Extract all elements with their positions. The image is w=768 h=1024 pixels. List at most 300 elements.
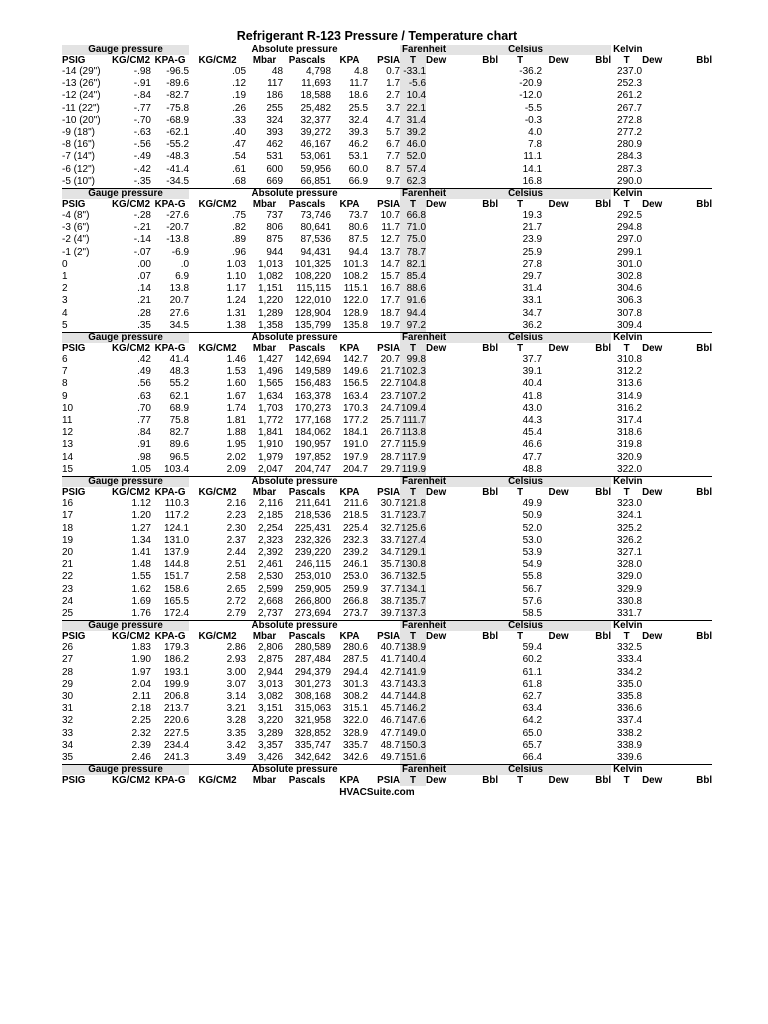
column-header-c-t: T bbox=[517, 55, 524, 66]
fahrenheit-header: Farenheit bbox=[400, 45, 498, 55]
psig-cell: 28 bbox=[62, 666, 74, 678]
fahrenheit-bbl-cell bbox=[460, 403, 498, 415]
psia-cell: 20.7 bbox=[380, 354, 401, 366]
kgcm2-gauge-cell: .49 bbox=[137, 366, 151, 378]
celsius-bbl-cell bbox=[575, 222, 611, 234]
kpa-cell: 135.8 bbox=[343, 319, 369, 331]
fahrenheit-bbl-cell bbox=[460, 176, 498, 189]
kgcm2-gauge-cell: .84 bbox=[137, 427, 151, 439]
column-header-row bbox=[62, 343, 712, 354]
column-header-c-dew: Dew bbox=[548, 631, 569, 643]
psia-cell: 22.7 bbox=[380, 378, 401, 390]
table-row bbox=[62, 354, 712, 366]
table-row bbox=[62, 427, 712, 439]
pascals-cell: 342,642 bbox=[294, 751, 332, 763]
kgcm2-abs-cell: 1.67 bbox=[226, 390, 247, 402]
kelvin-t-cell: 326.2 bbox=[617, 534, 643, 546]
celsius-t-cell: 34.7 bbox=[522, 307, 543, 319]
fahrenheit-dew-cell bbox=[426, 691, 460, 703]
column-header-kgcm2: KG/CM2 bbox=[111, 55, 151, 66]
pascals-cell: 246,115 bbox=[295, 559, 332, 571]
psia-cell: 42.7 bbox=[380, 666, 401, 678]
celsius-dew-cell bbox=[542, 535, 575, 547]
mbar-cell: 2,875 bbox=[258, 654, 284, 666]
fahrenheit-bbl-cell bbox=[460, 78, 498, 90]
mbar-cell: 3,426 bbox=[258, 751, 284, 763]
column-header-c-dew: Dew bbox=[548, 55, 569, 66]
kelvin-bbl-cell bbox=[675, 234, 712, 246]
column-header-c-bbl: Bbl bbox=[595, 775, 612, 787]
fahrenheit-t-cell: 104.8 bbox=[401, 378, 427, 390]
column-header-mbar: Mbar bbox=[252, 631, 277, 643]
footer-credit: HVACSuite.com bbox=[339, 787, 415, 799]
kelvin-t-cell: 284.3 bbox=[617, 151, 643, 163]
fahrenheit-t-cell: 121.8 bbox=[401, 498, 427, 510]
column-header-pascals: Pascals bbox=[288, 487, 326, 499]
mbar-cell: 2,185 bbox=[258, 510, 284, 522]
mbar-cell: 3,357 bbox=[258, 739, 284, 751]
kgcm2-abs-cell: .61 bbox=[232, 163, 247, 175]
fahrenheit-t-cell: 31.4 bbox=[400, 115, 426, 127]
kelvin-dew-cell bbox=[642, 752, 675, 765]
kpa-gauge-cell: 124.1 bbox=[164, 522, 190, 534]
kelvin-t-cell: 280.9 bbox=[617, 139, 643, 151]
kelvin-header: Kelvin bbox=[611, 621, 712, 632]
kelvin-bbl-cell bbox=[675, 151, 712, 163]
celsius-t-cell: 65.7 bbox=[522, 739, 543, 751]
fahrenheit-bbl-cell bbox=[460, 547, 498, 559]
fahrenheit-dew-cell bbox=[426, 391, 460, 403]
column-header-c-t: T bbox=[517, 199, 524, 211]
fahrenheit-dew-cell bbox=[426, 415, 460, 427]
psia-cell: 44.7 bbox=[380, 690, 401, 702]
kgcm2-abs-cell: 3.42 bbox=[226, 739, 247, 751]
celsius-header: Celsius bbox=[498, 621, 611, 632]
celsius-dew-cell bbox=[542, 452, 575, 464]
mbar-cell: 2,047 bbox=[258, 463, 284, 475]
kgcm2-abs-cell: .96 bbox=[232, 246, 247, 258]
fahrenheit-dew-cell bbox=[426, 667, 460, 679]
celsius-bbl-cell bbox=[575, 728, 611, 740]
kgcm2-gauge-cell: -.35 bbox=[133, 175, 151, 187]
column-header-f-t: T bbox=[400, 199, 426, 210]
celsius-dew-cell bbox=[542, 679, 575, 691]
kpa-cell: 11.7 bbox=[349, 78, 369, 90]
kelvin-bbl-cell bbox=[675, 354, 712, 366]
kelvin-dew-cell bbox=[642, 78, 675, 90]
fahrenheit-dew-cell bbox=[426, 740, 460, 752]
fahrenheit-t-cell: 141.9 bbox=[401, 666, 427, 678]
mbar-cell: 48 bbox=[271, 66, 284, 77]
kelvin-bbl-cell bbox=[675, 271, 712, 283]
kelvin-bbl-cell bbox=[675, 596, 712, 608]
kpa-gauge-cell: 89.6 bbox=[169, 439, 190, 451]
kgcm2-abs-cell: 2.65 bbox=[226, 583, 247, 595]
celsius-dew-cell bbox=[542, 391, 575, 403]
kgcm2-gauge-cell: 1.34 bbox=[131, 534, 151, 546]
pascals-cell: 73,746 bbox=[300, 210, 332, 222]
column-header-row bbox=[62, 199, 712, 210]
fahrenheit-t-cell: 140.4 bbox=[401, 654, 427, 666]
fahrenheit-bbl-cell bbox=[460, 679, 498, 691]
kelvin-t-cell: 319.8 bbox=[617, 439, 643, 451]
group-header-row bbox=[62, 45, 712, 55]
mbar-cell: 2,599 bbox=[258, 583, 284, 595]
column-header-c-t: T bbox=[517, 775, 524, 787]
table-body bbox=[62, 45, 712, 786]
column-header-c-t: T bbox=[517, 487, 524, 499]
kelvin-bbl-cell bbox=[675, 452, 712, 464]
fahrenheit-bbl-cell bbox=[460, 523, 498, 535]
fahrenheit-bbl-cell bbox=[460, 151, 498, 163]
kpa-gauge-cell: 151.7 bbox=[164, 571, 190, 583]
fahrenheit-bbl-cell bbox=[460, 210, 498, 222]
kpa-gauge-cell: 13.8 bbox=[169, 283, 190, 295]
kelvin-t-cell: 331.7 bbox=[617, 607, 643, 619]
kgcm2-abs-cell: 3.07 bbox=[226, 678, 247, 690]
kpa-cell: 266.8 bbox=[343, 595, 369, 607]
kgcm2-abs-cell: 1.74 bbox=[226, 402, 247, 414]
column-header-f-t: T bbox=[400, 631, 426, 642]
kgcm2-abs-cell: 1.53 bbox=[226, 366, 247, 378]
kpa-cell: 94.4 bbox=[348, 246, 369, 258]
psig-cell: 29 bbox=[62, 678, 74, 690]
kpa-cell: 66.9 bbox=[348, 175, 369, 187]
table-row bbox=[62, 234, 712, 246]
kgcm2-abs-cell: 2.72 bbox=[226, 595, 247, 607]
column-header-kpag: KPA-G bbox=[154, 343, 186, 355]
psig-cell: 35 bbox=[62, 751, 74, 763]
column-header-pascals: Pascals bbox=[288, 199, 326, 211]
celsius-t-cell: 53.9 bbox=[522, 546, 543, 558]
fahrenheit-dew-cell bbox=[426, 151, 460, 163]
psig-cell: 12 bbox=[62, 427, 74, 439]
fahrenheit-bbl-cell bbox=[460, 510, 498, 522]
mbar-cell: 1,772 bbox=[258, 415, 284, 427]
fahrenheit-t-cell: 107.2 bbox=[401, 390, 427, 402]
celsius-dew-cell bbox=[542, 259, 575, 271]
celsius-dew-cell bbox=[542, 320, 575, 333]
fahrenheit-bbl-cell bbox=[460, 415, 498, 427]
column-header-mbar: Mbar bbox=[252, 199, 277, 211]
table-row bbox=[62, 715, 712, 727]
kelvin-dew-cell bbox=[642, 427, 675, 439]
kgcm2-abs-cell: 1.24 bbox=[226, 295, 247, 307]
column-header-c-t: T bbox=[517, 343, 524, 355]
kelvin-t-cell: 267.7 bbox=[617, 102, 643, 114]
celsius-header: Celsius bbox=[498, 333, 611, 344]
kgcm2-abs-cell: 3.14 bbox=[226, 690, 247, 702]
celsius-t-cell: 60.2 bbox=[522, 654, 543, 666]
celsius-t-cell: 39.1 bbox=[522, 366, 543, 378]
kelvin-t-cell: 304.6 bbox=[617, 283, 643, 295]
celsius-dew-cell bbox=[542, 427, 575, 439]
fahrenheit-t-cell: 143.3 bbox=[401, 678, 427, 690]
pascals-cell: 66,851 bbox=[300, 175, 332, 187]
table-row bbox=[62, 415, 712, 427]
fahrenheit-bbl-cell bbox=[460, 222, 498, 234]
kelvin-dew-cell bbox=[642, 176, 675, 189]
kpa-cell: 39.3 bbox=[348, 127, 369, 139]
celsius-bbl-cell bbox=[575, 164, 611, 176]
celsius-t-cell: 19.3 bbox=[522, 210, 543, 222]
pascals-cell: 218,536 bbox=[294, 510, 332, 522]
celsius-dew-cell bbox=[542, 703, 575, 715]
celsius-dew-cell bbox=[542, 222, 575, 234]
column-header-pascals: Pascals bbox=[288, 775, 326, 787]
celsius-bbl-cell bbox=[575, 320, 611, 333]
celsius-t-cell: -20.9 bbox=[519, 78, 543, 90]
pascals-cell: 142,694 bbox=[294, 354, 332, 366]
kgcm2-abs-cell: 3.00 bbox=[226, 666, 247, 678]
kelvin-bbl-cell bbox=[675, 78, 712, 90]
column-header-f-dew: Dew bbox=[426, 199, 447, 211]
column-header-mbar: Mbar bbox=[252, 487, 277, 499]
psig-cell: -4 (8") bbox=[62, 210, 90, 222]
kpa-gauge-cell: -82.7 bbox=[166, 90, 190, 102]
psia-cell: 38.7 bbox=[380, 595, 401, 607]
column-header-k-t: T bbox=[623, 199, 630, 211]
table-row bbox=[62, 151, 712, 163]
column-header-mbar: Mbar bbox=[252, 343, 277, 355]
kelvin-dew-cell bbox=[642, 667, 675, 679]
table-row bbox=[62, 164, 712, 176]
kgcm2-gauge-cell: .91 bbox=[137, 439, 151, 451]
kgcm2-gauge-cell: .98 bbox=[137, 451, 151, 463]
kpa-gauge-cell: -48.3 bbox=[166, 151, 190, 163]
pascals-cell: 315,063 bbox=[294, 703, 332, 715]
kgcm2-gauge-cell: -.14 bbox=[133, 234, 151, 246]
fahrenheit-bbl-cell bbox=[460, 498, 498, 510]
psig-cell: 23 bbox=[62, 583, 74, 595]
column-header-k-dew: Dew bbox=[642, 775, 663, 787]
pascals-cell: 18,588 bbox=[300, 90, 332, 102]
fahrenheit-t-cell: 130.8 bbox=[401, 559, 427, 571]
gauge-pressure-header: Gauge pressure bbox=[62, 765, 189, 776]
table-row bbox=[62, 66, 712, 78]
celsius-bbl-cell bbox=[575, 510, 611, 522]
kpa-gauge-cell: -75.8 bbox=[166, 102, 190, 114]
kpa-cell: 294.4 bbox=[343, 666, 369, 678]
kgcm2-gauge-cell: 2.11 bbox=[132, 690, 151, 702]
celsius-header: Celsius bbox=[498, 765, 611, 776]
celsius-bbl-cell bbox=[575, 584, 611, 596]
pascals-cell: 301,273 bbox=[294, 678, 332, 690]
kgcm2-abs-cell: 1.38 bbox=[226, 319, 247, 331]
column-header-c-dew: Dew bbox=[548, 487, 569, 499]
mbar-cell: 1,634 bbox=[258, 390, 284, 402]
celsius-t-cell: -0.3 bbox=[524, 114, 543, 126]
table-row bbox=[62, 308, 712, 320]
psia-cell: 48.7 bbox=[380, 739, 401, 751]
column-header-kpag: KPA-G bbox=[154, 55, 186, 66]
fahrenheit-t-cell: 127.4 bbox=[401, 534, 427, 546]
kpa-cell: 211.6 bbox=[343, 498, 369, 510]
column-header-kgcm2: KG/CM2 bbox=[111, 631, 151, 643]
kelvin-t-cell: 332.5 bbox=[617, 642, 643, 654]
celsius-bbl-cell bbox=[575, 234, 611, 246]
fahrenheit-t-cell: 123.7 bbox=[401, 510, 427, 522]
kelvin-dew-cell bbox=[642, 127, 675, 139]
group-header-row bbox=[62, 333, 712, 344]
celsius-dew-cell bbox=[542, 584, 575, 596]
celsius-t-cell: 14.1 bbox=[522, 163, 543, 175]
kpa-gauge-cell: 34.5 bbox=[169, 319, 190, 331]
celsius-bbl-cell bbox=[575, 535, 611, 547]
kelvin-bbl-cell bbox=[675, 464, 712, 477]
psig-cell: -13 (26") bbox=[62, 78, 101, 90]
celsius-bbl-cell bbox=[575, 78, 611, 90]
kpa-cell: 108.2 bbox=[343, 271, 369, 283]
fahrenheit-dew-cell bbox=[426, 510, 460, 522]
psig-cell: 14 bbox=[62, 451, 74, 463]
kgcm2-gauge-cell: .21 bbox=[137, 295, 151, 307]
pascals-cell: 149,589 bbox=[294, 366, 332, 378]
kelvin-bbl-cell bbox=[675, 547, 712, 559]
fahrenheit-dew-cell bbox=[426, 234, 460, 246]
fahrenheit-t-cell: -5.6 bbox=[400, 78, 426, 90]
celsius-bbl-cell bbox=[575, 415, 611, 427]
kpa-gauge-cell: 234.4 bbox=[164, 739, 190, 751]
kpa-gauge-cell: .0 bbox=[180, 258, 190, 270]
fahrenheit-bbl-cell bbox=[460, 391, 498, 403]
psia-cell: 43.7 bbox=[380, 678, 401, 690]
celsius-dew-cell bbox=[542, 354, 575, 366]
kgcm2-gauge-cell: 1.05 bbox=[131, 463, 151, 475]
fahrenheit-t-cell: 144.8 bbox=[401, 690, 427, 702]
fahrenheit-bbl-cell bbox=[460, 535, 498, 547]
celsius-dew-cell bbox=[542, 90, 575, 102]
column-header-k-bbl: Bbl bbox=[696, 631, 713, 643]
pascals-cell: 266,800 bbox=[294, 595, 332, 607]
mbar-cell: 2,323 bbox=[258, 534, 284, 546]
kgcm2-gauge-cell: .77 bbox=[137, 415, 151, 427]
fahrenheit-t-cell: 99.8 bbox=[400, 354, 426, 366]
pascals-cell: 321,958 bbox=[294, 715, 332, 727]
kgcm2-abs-cell: .40 bbox=[232, 127, 247, 139]
celsius-bbl-cell bbox=[575, 571, 611, 583]
mbar-cell: 1,841 bbox=[258, 427, 284, 439]
celsius-bbl-cell bbox=[575, 247, 611, 259]
kgcm2-gauge-cell: 2.32 bbox=[131, 727, 151, 739]
psig-cell: -14 (29") bbox=[62, 66, 101, 77]
kpa-gauge-cell: -27.6 bbox=[166, 210, 190, 222]
kelvin-dew-cell bbox=[642, 295, 675, 307]
kelvin-header: Kelvin bbox=[611, 333, 712, 344]
fahrenheit-t-cell: 82.1 bbox=[400, 259, 426, 271]
psia-cell: 16.7 bbox=[380, 283, 401, 295]
column-header-kgcm2-abs: KG/CM2 bbox=[198, 55, 237, 66]
fahrenheit-dew-cell bbox=[426, 176, 460, 189]
column-header-c-dew: Dew bbox=[548, 199, 569, 211]
column-header-kgcm2-abs: KG/CM2 bbox=[198, 775, 237, 787]
kpa-cell: 239.2 bbox=[343, 546, 369, 558]
table-row bbox=[62, 295, 712, 307]
fahrenheit-bbl-cell bbox=[460, 439, 498, 451]
kpa-cell: 335.7 bbox=[343, 739, 369, 751]
kelvin-bbl-cell bbox=[675, 691, 712, 703]
kgcm2-abs-cell: 1.95 bbox=[226, 439, 247, 451]
fahrenheit-t-cell: 117.9 bbox=[401, 451, 427, 463]
celsius-bbl-cell bbox=[575, 679, 611, 691]
kgcm2-gauge-cell: .63 bbox=[137, 390, 151, 402]
column-header-c-t: T bbox=[517, 631, 524, 643]
fahrenheit-dew-cell bbox=[426, 523, 460, 535]
kgcm2-abs-cell: 2.51 bbox=[226, 559, 247, 571]
fahrenheit-dew-cell bbox=[426, 164, 460, 176]
celsius-bbl-cell bbox=[575, 596, 611, 608]
kelvin-header: Kelvin bbox=[613, 45, 643, 55]
kgcm2-abs-cell: .54 bbox=[232, 151, 247, 163]
column-header-c-bbl: Bbl bbox=[595, 199, 612, 211]
psia-cell: 1.7 bbox=[386, 78, 401, 90]
pressure-temperature-table bbox=[62, 45, 712, 786]
kgcm2-gauge-cell: 1.20 bbox=[131, 510, 151, 522]
kelvin-dew-cell bbox=[642, 308, 675, 320]
kelvin-bbl-cell bbox=[675, 427, 712, 439]
fahrenheit-bbl-cell bbox=[460, 354, 498, 366]
fahrenheit-t-cell: 46.0 bbox=[400, 139, 426, 151]
fahrenheit-bbl-cell bbox=[460, 752, 498, 765]
kpa-cell: 149.6 bbox=[343, 366, 369, 378]
celsius-t-cell: 48.8 bbox=[522, 463, 543, 475]
psia-cell: 2.7 bbox=[386, 90, 401, 102]
kgcm2-gauge-cell: 2.18 bbox=[131, 703, 151, 715]
kelvin-t-cell: 314.9 bbox=[617, 390, 643, 402]
kpa-gauge-cell: 165.5 bbox=[164, 595, 190, 607]
absolute-pressure-header: Absolute pressure bbox=[189, 765, 400, 776]
table-row bbox=[62, 584, 712, 596]
kelvin-dew-cell bbox=[642, 439, 675, 451]
kpa-gauge-cell: 103.4 bbox=[164, 463, 190, 475]
pascals-cell: 59,956 bbox=[300, 163, 332, 175]
psia-cell: 15.7 bbox=[380, 271, 401, 283]
kelvin-t-cell: 325.2 bbox=[617, 522, 643, 534]
kpa-cell: 46.2 bbox=[348, 139, 369, 151]
celsius-dew-cell bbox=[542, 571, 575, 583]
fahrenheit-dew-cell bbox=[426, 715, 460, 727]
gauge-pressure-header: Gauge pressure bbox=[62, 477, 189, 488]
kgcm2-gauge-cell: 1.41 bbox=[131, 546, 151, 558]
group-header-row bbox=[62, 189, 712, 200]
kgcm2-gauge-cell: 2.46 bbox=[131, 751, 151, 763]
kelvin-t-cell: 335.0 bbox=[617, 678, 643, 690]
table-row bbox=[62, 403, 712, 415]
psia-cell: 37.7 bbox=[380, 583, 401, 595]
psia-cell: 34.7 bbox=[380, 546, 401, 558]
kgcm2-abs-cell: .26 bbox=[232, 102, 247, 114]
fahrenheit-t-cell: 62.3 bbox=[400, 176, 426, 189]
kgcm2-gauge-cell: -.56 bbox=[133, 139, 151, 151]
fahrenheit-dew-cell bbox=[426, 427, 460, 439]
celsius-dew-cell bbox=[542, 654, 575, 666]
kelvin-dew-cell bbox=[642, 608, 675, 621]
kelvin-t-cell: 339.6 bbox=[617, 751, 643, 763]
psia-cell: 6.7 bbox=[386, 139, 401, 151]
fahrenheit-bbl-cell bbox=[460, 740, 498, 752]
celsius-t-cell: -5.5 bbox=[524, 102, 543, 114]
table-row bbox=[62, 320, 712, 333]
kelvin-dew-cell bbox=[642, 115, 675, 127]
kpa-gauge-cell: 158.6 bbox=[164, 583, 190, 595]
pascals-cell: 32,377 bbox=[300, 114, 332, 126]
gauge-pressure-header: Gauge pressure bbox=[62, 189, 189, 200]
table-row bbox=[62, 559, 712, 571]
mbar-cell: 806 bbox=[266, 222, 284, 234]
psia-cell: 19.7 bbox=[380, 319, 401, 331]
kgcm2-abs-cell: 2.02 bbox=[226, 451, 247, 463]
mbar-cell: 1,427 bbox=[258, 354, 284, 366]
